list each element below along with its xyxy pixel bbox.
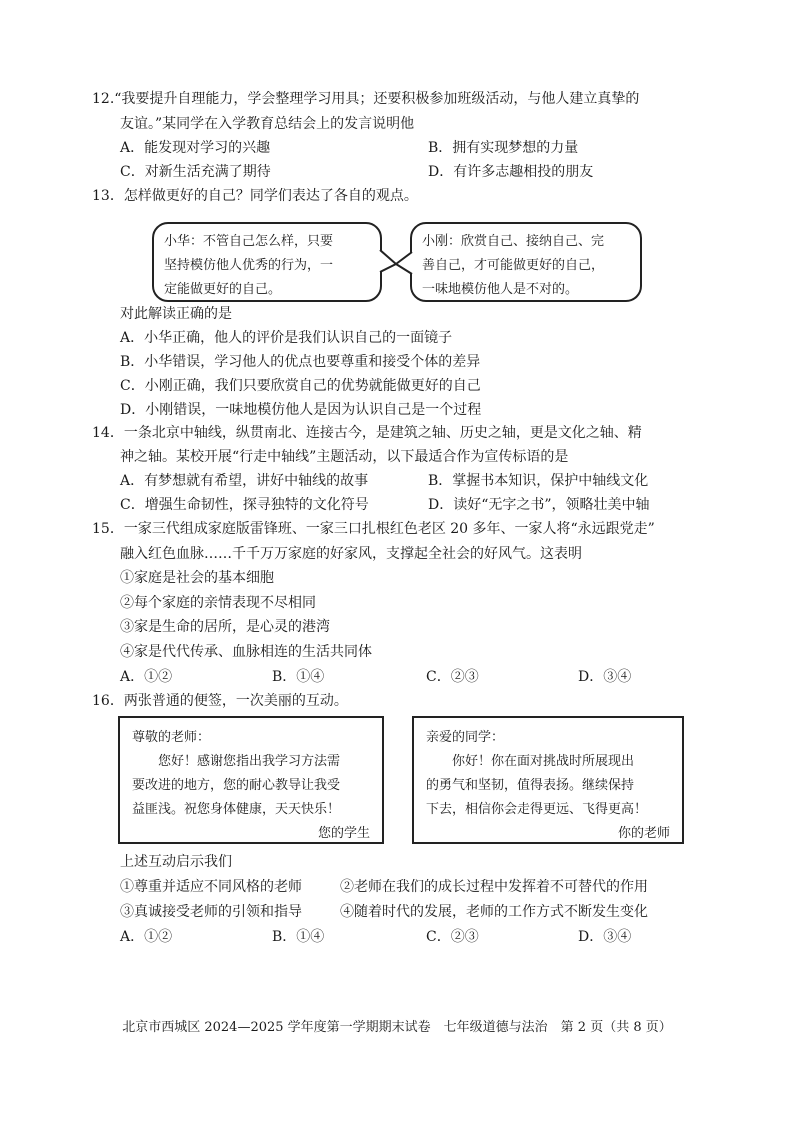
q12-option-d: D．有许多志趣相投的朋友 [428,164,594,180]
q16-option-b: B．①④ [272,929,325,945]
note-student-signature: 您的学生 [317,826,370,841]
q12-option-b: B．拥有实现梦想的力量 [428,140,579,156]
q14-option-c: C．增强生命韧性，探寻独特的文化符号 [120,497,369,513]
q14-option-d: D．读好“无字之书”，领略壮美中轴 [428,497,650,513]
q15-statement-3: ③家是生命的居所，是心灵的港湾 [120,619,330,635]
speech-bubble-xiaohua: 小华：不管自己怎么样，只要 坚持模仿他人优秀的行为，一 定能做更好的自己。 [152,222,382,302]
q16-option-d: D．③④ [578,929,632,945]
q12-option-c: C．对新生活充满了期待 [120,164,271,180]
q14-option-b: B．掌握书本知识，保护中轴线文化 [428,473,649,489]
q13-prompt: 对此解读正确的是 [120,306,232,322]
q16-prompt: 上述互动启示我们 [120,854,232,870]
q15-statement-2: ②每个家庭的亲情表现不尽相同 [120,595,316,611]
note-teacher-signature: 你的老师 [617,826,670,841]
q13-option-d: D．小刚错误，一味地模仿他人是因为认识自己是一个过程 [120,402,482,418]
q13-option-a: A．小华正确，他人的评价是我们认识自己的一面镜子 [120,330,453,346]
q15-stem-line2: 融入红色血脉……千千万万家庭的好家风，支撑起全社会的好风气。这表明 [120,546,582,562]
q15-option-b: B．①④ [272,669,325,685]
q16-option-a: A．①② [120,929,173,945]
q12-stem-line1: 12.“我要提升自理能力，学会整理学习用具；还要积极参加班级活动，与他人建立真挚的 [92,91,640,107]
q13-option-c: C．小刚正确，我们只要欣赏自己的优势就能做更好的自己 [120,378,481,394]
q14-option-a: A．有梦想就有希望，讲好中轴线的故事 [120,473,369,489]
q16-statement-3: ③真诚接受老师的引领和指导 [120,904,302,920]
q12-stem-line2: 友谊。”某同学在入学教育总结会上的发言说明他 [120,116,415,132]
q15-statement-4: ④家是代代传承、血脉相连的生活共同体 [120,644,372,660]
q16-statement-1: ①尊重并适应不同风格的老师 [120,879,302,895]
q15-stem-line1: 15．一家三代组成家庭版雷锋班、一家三口扎根红色老区 20 多年、一家人将“永远跟党走” [92,521,655,537]
q12-option-a: A．能发现对学习的兴趣 [120,140,271,156]
q15-option-d: D．③④ [578,669,632,685]
sticky-note-student [118,716,384,844]
q13-stem: 13．怎样做更好的自己？同学们表达了各自的观点。 [92,188,418,204]
note-student-body: 您好！感谢您指出我学习方法需 要改进的地方，您的耐心教导让我受 益匪浅。祝您身体健康，天天快乐！ [132,754,341,817]
sticky-note-teacher [412,716,684,844]
q14-stem-line2: 神之轴。某校开展“行走中轴线”主题活动，以下最适合作为宣传标语的是 [120,449,569,465]
page-footer: 北京市西城区 2024—2025 学年度第一学期期末试卷 七年级道德与法治 第 2 页（共 8 页） [122,1020,672,1035]
q13-option-b: B．小华错误，学习他人的优点也要尊重和接受个体的差异 [120,354,481,370]
bubble-tail-right [394,250,414,278]
q16-option-c: C．②③ [426,929,479,945]
q15-option-a: A．①② [120,669,173,685]
note-teacher-greeting: 亲爱的同学： [426,730,505,745]
q14-stem-line1: 14．一条北京中轴线，纵贯南北、连接古今，是建筑之轴、历史之轴，更是文化之轴、精 [92,425,642,441]
q16-statement-4: ④随着时代的发展，老师的工作方式不断发生变化 [340,904,648,920]
note-teacher-body: 你好！你在面对挑战时所展现出 的勇气和坚韧，值得表扬。继续保持 下去，相信你会走得更远、飞得更高！ [426,754,648,817]
note-student-greeting: 尊敬的老师： [132,730,211,745]
q15-option-c: C．②③ [426,669,479,685]
speech-bubble-xiaogang: 小刚：欣赏自己、接纳自己、完 善自己，才可能做更好的自己， 一味地模仿他人是不对的。 [410,222,642,302]
q16-stem: 16．两张普通的便签，一次美丽的互动。 [92,693,348,709]
q15-statement-1: ①家庭是社会的基本细胞 [120,570,274,586]
q16-statement-2: ②老师在我们的成长过程中发挥着不可替代的作用 [340,879,648,895]
